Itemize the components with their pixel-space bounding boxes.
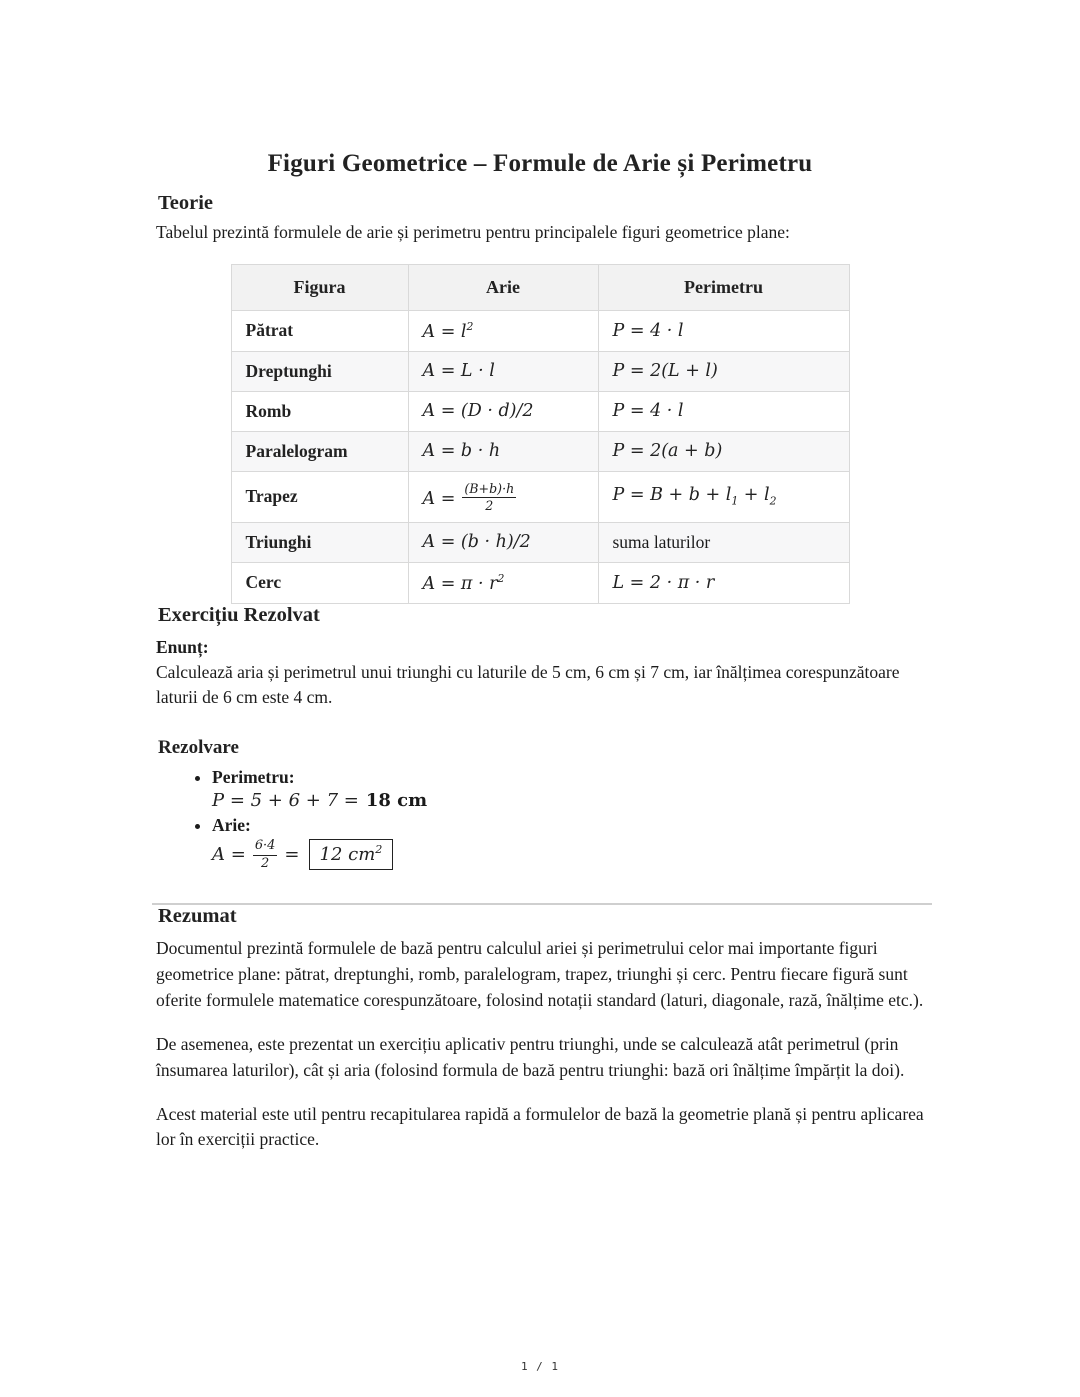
table-row-paralelogram [231,431,849,471]
table-row-cerc [231,562,849,603]
cell-arie: A = L · l [408,351,598,391]
perimetru-label: • Perimetru: [212,767,295,788]
formula-superscript: 2 [497,571,505,585]
solution-list [156,767,924,871]
table-header-row [231,264,849,310]
formula-text: P = B + b + l [612,485,732,506]
cell-figura: Paralelogram [231,431,408,471]
cell-arie [408,310,598,351]
cell-figura: Cerc [231,562,408,603]
rezumat-paragraph-2: De asemenea, este prezentat un exercițiu aplicativ pentru triunghi, unde se calculează atât perimetrul (prin însumarea laturilor), cât și aria (folosind formula de bază pentru triunghi: bază ori înălțime împărțit la doi). [156,1033,905,1080]
cell-arie [408,562,598,603]
fraction [253,838,278,871]
cell-figura: Dreptunghi [231,351,408,391]
fraction-numerator: (B+b)·h [462,481,516,498]
arie-formula [212,838,924,871]
fraction-denominator: 2 [260,855,270,871]
heading-exercitiu: Exercițiu Rezolvat [158,603,320,626]
table-row-triunghi [231,522,849,562]
cell-perimetru: P = 2(a + b) [598,431,849,471]
formula-subscript: 1 [731,494,739,508]
table-row-romb [231,391,849,431]
rezumat-paragraph-3: Acest material este util pentru recapitularea rapidă a formulelor de bază la geometrie plană și pentru aplicarea lor în exerciții practice. [156,1103,924,1150]
enunt-text: Calculează aria și perimetrul unui triunghi cu laturile de 5 cm, 6 cm și 7 cm, iar înălțimea corespunzătoare laturii de 6 cm este 4 cm. [156,661,900,708]
formula-text: = [284,844,300,866]
formula-text: A = [212,844,246,866]
heading-teorie: Teorie [158,192,214,214]
boxed-result [309,839,394,870]
fraction-numerator: 6·4 [253,838,278,856]
teorie-intro-text: Tabelul prezintă formulele de arie și perimetru pentru principalele figuri geometrice plane: [156,222,790,242]
formula-text: A = π · r [422,573,498,594]
formula-text: A = l [422,321,467,342]
cell-arie: A = b · h [408,431,598,471]
cell-arie: A = (D · d)/2 [408,391,598,431]
heading-rezumat: Rezumat [158,905,237,928]
arie-label: • Arie: [212,815,251,836]
formula-text: A = [422,488,456,509]
cell-arie: A = (b · h)/2 [408,522,598,562]
perimetru-result: 18 cm [365,790,428,812]
column-header-perimetru: Perimetru [598,264,849,310]
table-row-dreptunghi [231,351,849,391]
formula-superscript: 2 [466,319,474,333]
cell-perimetru: P = 2(L + l) [598,351,849,391]
list-item-arie [212,815,924,871]
cell-figura: Pătrat [231,310,408,351]
formula-text: + l [738,485,770,506]
formula-text: P = 5 + 6 + 7 = [212,790,359,812]
cell-perimetru: P = 4 · l [598,391,849,431]
formula-table [231,264,850,604]
perimetru-formula [212,790,924,811]
formula-superscript: 2 [375,843,383,857]
cell-figura: Trapez [231,471,408,522]
page-title: Figuri Geometrice – Formule de Arie și Perimetru [267,150,813,177]
column-header-figura: Figura [231,264,408,310]
fraction-denominator: 2 [485,497,494,513]
table-row-patrat [231,310,849,351]
fraction [462,481,516,513]
cell-perimetru: suma laturilor [598,522,849,562]
cell-perimetru: L = 2 · π · r [598,562,849,603]
cell-perimetru: P = 4 · l [598,310,849,351]
enunt-label: Enunț: [156,636,209,657]
heading-rezolvare: Rezolvare [158,737,239,759]
arie-result: 12 cm [319,844,376,866]
rezumat-paragraph-1: Documentul prezintă formulele de bază pentru calculul ariei și perimetrului celor mai importante figuri geometrice plane: pătrat, dreptunghi, romb, paralelogram, trapez, triunghi și cerc. Pentru fiecare figură sunt oferite formulele matematice corespunzătoare, folosind notații standard (laturi, diagonale, rază, înălțime etc.). [156,938,924,1010]
formula-subscript: 2 [769,494,777,508]
table-row-trapez [231,471,849,522]
cell-figura: Triunghi [231,522,408,562]
cell-arie [408,471,598,522]
column-header-arie: Arie [408,264,598,310]
cell-figura: Romb [231,391,408,431]
list-item-perimetru [212,767,924,811]
page-number: 1 / 1 [520,1360,560,1373]
cell-perimetru [598,471,849,522]
